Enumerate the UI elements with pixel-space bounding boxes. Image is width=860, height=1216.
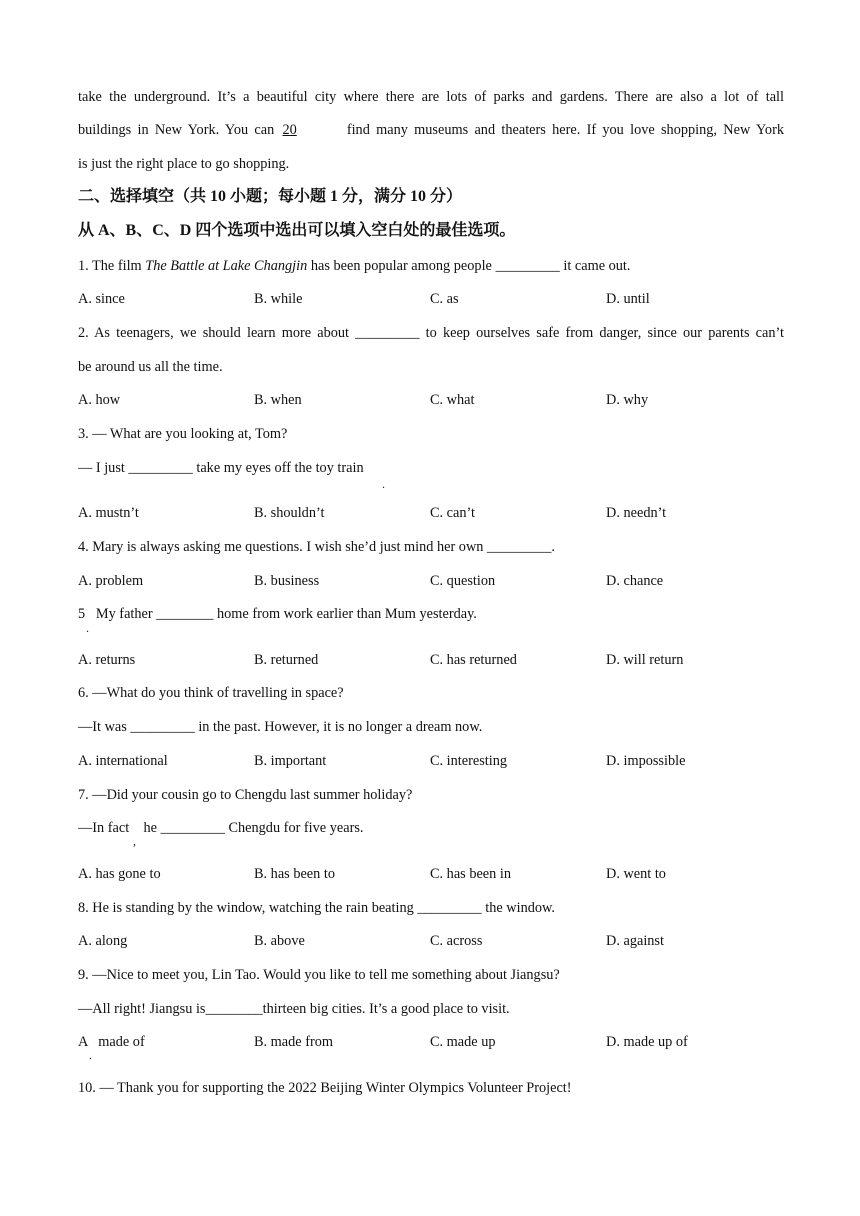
option-d[interactable]: D. chance <box>606 573 664 589</box>
option-c[interactable]: C. made up <box>430 1034 496 1050</box>
option-b[interactable]: B. shouldn’t <box>254 505 325 521</box>
question-3-options <box>78 504 784 522</box>
passage-line-2 <box>78 121 784 139</box>
period-mark: . <box>382 477 385 491</box>
option-b[interactable]: B. returned <box>254 652 319 668</box>
question-1-before: 1. The film <box>78 258 146 274</box>
option-c[interactable]: C. what <box>430 392 475 408</box>
question-1 <box>78 257 630 275</box>
question-6-line-2: —It was _________ in the past. However, it is no longer a dream now. <box>78 719 483 735</box>
question-9-line-2: —All right! Jiangsu is________thirteen big cities. It’s a good place to visit. <box>78 1001 510 1017</box>
option-d[interactable]: D. went to <box>606 866 666 882</box>
question-5-options <box>78 651 784 669</box>
option-d[interactable]: D. until <box>606 291 650 307</box>
question-2-line-1: 2. As teenagers, we should learn more about _________ to keep ourselves safe from danger, since our parents can’t <box>78 325 784 341</box>
film-title: The Battle at Lake Changjin <box>145 258 308 274</box>
question-9-line-1: 9. —Nice to meet you, Lin Tao. Would you like to tell me something about Jiangsu? <box>78 967 560 983</box>
passage-line-2-before: buildings in New York. You can <box>78 122 275 138</box>
passage-line-2-after: find many museums and theaters here. If you love shopping, New York <box>346 122 784 138</box>
question-7-line-1: 7. —Did your cousin go to Chengdu last summer holiday? <box>78 787 413 803</box>
option-c[interactable]: C. question <box>430 573 496 589</box>
option-d[interactable]: D. against <box>606 933 664 949</box>
option-c[interactable]: C. has been in <box>430 866 511 882</box>
option-a[interactable]: A. along <box>78 933 128 949</box>
question-7-options <box>78 865 784 883</box>
option-a[interactable]: A. how <box>78 392 121 408</box>
question-7-line-2: —In fact he _________ Chengdu for five years. <box>78 820 364 836</box>
passage-line-3: is just the right place to go shopping. <box>78 156 290 172</box>
question-2-line-2: be around us all the time. <box>78 359 223 375</box>
option-d[interactable]: D. why <box>606 392 649 408</box>
question-10: 10. — Thank you for supporting the 2022 Beijing Winter Olympics Volunteer Project! <box>78 1080 572 1096</box>
question-1-after: has been popular among people _________ it came out. <box>307 258 631 274</box>
option-a[interactable]: A. mustn’t <box>78 505 139 521</box>
question-2-options <box>78 391 784 409</box>
question-3-line-2: — I just _________ take my eyes off the toy train <box>78 460 364 476</box>
option-d[interactable]: D. impossible <box>606 753 686 769</box>
option-b[interactable]: B. important <box>254 753 327 769</box>
question-4-options <box>78 572 784 590</box>
question-1-options <box>78 290 784 308</box>
blank-20: 20 <box>282 122 297 138</box>
option-a[interactable]: A. since <box>78 291 125 307</box>
option-d[interactable]: D. made up of <box>606 1034 688 1050</box>
section-title: 二、选择填空（共 10 小题；每小题 1 分，满分 10 分） <box>78 188 463 205</box>
question-6-line-1: 6. —What do you think of travelling in space? <box>78 685 344 701</box>
option-b[interactable]: B. when <box>254 392 302 408</box>
option-c[interactable]: C. as <box>430 291 459 307</box>
option-a[interactable]: A. international <box>78 753 168 769</box>
question-4: 4. Mary is always asking me questions. I wish she’d just mind her own _________. <box>78 539 555 555</box>
question-8-options <box>78 932 784 950</box>
section-instruction: 从 A、B、C、D 四个选项中选出可以填入空白处的最佳选项。 <box>78 222 516 239</box>
option-c[interactable]: C. has returned <box>430 652 517 668</box>
option-b[interactable]: B. made from <box>254 1034 334 1050</box>
option-c[interactable]: C. can’t <box>430 505 475 521</box>
question-6-options <box>78 752 784 770</box>
option-b[interactable]: B. business <box>254 573 320 589</box>
option-d[interactable]: D. will return <box>606 652 684 668</box>
option-d[interactable]: D. needn’t <box>606 505 667 521</box>
option-a[interactable]: A made of <box>78 1034 145 1050</box>
option-b[interactable]: B. while <box>254 291 303 307</box>
period-mark: . <box>89 1048 92 1062</box>
passage-line-1: take the underground. It’s a beautiful city where there are lots of parks and gardens. There are also a lot of tall <box>78 89 784 105</box>
question-9-options <box>78 1033 784 1051</box>
option-a[interactable]: A. has gone to <box>78 866 161 882</box>
option-a[interactable]: A. problem <box>78 573 144 589</box>
option-c[interactable]: C. interesting <box>430 753 508 769</box>
comma-mark: , <box>133 834 136 848</box>
option-b[interactable]: B. has been to <box>254 866 335 882</box>
option-b[interactable]: B. above <box>254 933 305 949</box>
question-3-line-1: 3. — What are you looking at, Tom? <box>78 426 288 442</box>
period-mark: . <box>86 621 89 635</box>
option-c[interactable]: C. across <box>430 933 483 949</box>
question-5: 5 My father ________ home from work earlier than Mum yesterday. <box>78 606 477 622</box>
question-8: 8. He is standing by the window, watching the rain beating _________ the window. <box>78 900 556 916</box>
option-a[interactable]: A. returns <box>78 652 136 668</box>
